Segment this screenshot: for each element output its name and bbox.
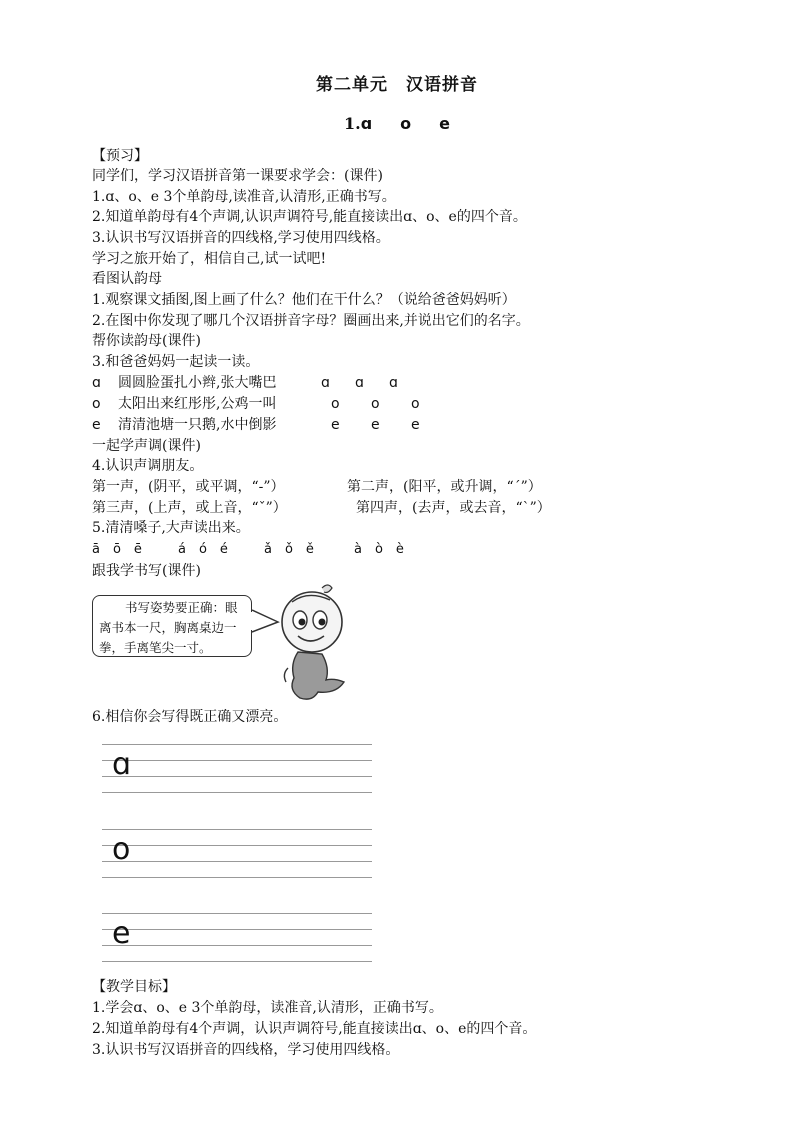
tone-group-4: à ò è [354,542,404,557]
look-heading: 看图认韵母 [92,271,162,287]
cartoon-mascot-illustration [248,582,358,707]
goals-heading: 【教学目标】 [92,979,176,995]
grid-line [102,961,372,962]
mascot-body [292,652,344,699]
four-line-grid-e [102,913,372,963]
lesson-letter-a: ɑ [360,114,373,133]
write-item-6: 6.相信你会写得既正确又漂亮。 [92,709,288,725]
rhyme-repeat: e [331,417,340,433]
tone-fourth: 第四声，(去声，或去音，“ˋ”） [356,500,551,516]
bubble-line-2: 离书本一尺，胸离桌边一 [99,620,237,635]
bubble-line-1: 书写姿势要正确：眼 [125,600,238,615]
preview-heading: 【预习】 [92,148,148,164]
rhyme-repeat: e [411,417,420,433]
mascot-tuft [322,585,332,593]
rhyme-text: 圆圆脸蛋扎小辫,张大嘴巴 [118,375,277,391]
tone-first: 第一声，(阴平，或平调，“-”） [92,479,285,495]
tones-row-2 [92,498,551,518]
grid-line [102,829,372,830]
rhyme-repeat: o [411,396,420,412]
rhyme-text: 太阳出来红彤彤,公鸡一叫 [118,396,277,412]
tone-second: 第二声，(阳平，或升调，“ˊ”） [347,479,542,495]
grid-letter-e: e [112,916,131,951]
preview-intro: 同学们，学习汉语拼音第一课要求学会：(课件) [92,168,383,184]
preview-requirement-3: 3.认识书写汉语拼音的四线格,学习使用四线格。 [92,230,390,246]
look-item-2: 2.在图中你发现了哪几个汉语拼音字母？圈画出来,并说出它们的名字。 [92,313,530,329]
rhyme-row-o [92,394,420,414]
mascot-left-pupil [299,619,306,626]
rhyme-letter: o [92,396,101,412]
rhyme-row-e [92,415,420,435]
mascot-arm [284,668,288,682]
rhyme-row-a [92,373,398,393]
rhyme-repeat: o [331,396,340,412]
rhyme-repeat: ɑ [389,375,398,391]
mascot-right-pupil [319,619,326,626]
speech-bubble [92,595,252,657]
unit-title: 第二单元 汉语拼音 [316,75,478,95]
goal-2: 2.知道单韵母有4个声调，认识声调符号,能直接读出ɑ、o、e的四个音。 [92,1021,537,1037]
lesson-letter-o: o [400,114,412,133]
goal-3: 3.认识书写汉语拼音的四线格，学习使用四线格。 [92,1042,400,1058]
grid-line [102,945,372,946]
rhyme-letter: e [92,417,101,433]
tones-item-4: 4.认识声调朋友。 [92,458,204,474]
mascot-head [282,592,342,652]
tone-group-2: á ó é [178,542,228,557]
read-heading: 帮你读韵母(课件) [92,333,201,349]
rhyme-repeat: e [371,417,380,433]
bubble-tail-join [248,612,253,630]
rhyme-repeat: ɑ [355,375,364,391]
lesson-title [0,114,794,133]
preview-requirement-1: 1.ɑ、o、e 3个单韵母,读准音,认清形,正确书写。 [92,189,396,205]
grid-line [102,760,372,761]
tone-group-3: ǎ ǒ ě [264,542,314,557]
tones-item-5: 5.清清嗓子,大声读出来。 [92,520,250,536]
grid-letter-a: ɑ [112,747,132,782]
grid-line [102,792,372,793]
rhyme-letter: ɑ [92,375,101,391]
four-line-grid-o [102,829,372,879]
tone-groups [92,540,404,560]
tone-third: 第三声，(上声，或上音，“ˇ”） [92,500,287,516]
read-item-3: 3.和爸爸妈妈一起读一读。 [92,354,260,370]
grid-line [102,861,372,862]
tone-group-1: ā ō ē [92,542,142,557]
grid-line [102,877,372,878]
lesson-letter-e: e [439,114,450,133]
lesson-number: 1. [343,114,361,133]
goal-1: 1.学会ɑ、o、e 3个单韵母，读准音,认清形，正确书写。 [92,1000,443,1016]
write-heading: 跟我学书写(课件) [92,563,201,579]
grid-line [102,845,372,846]
bubble-line-3: 拳，手离笔尖一寸。 [99,640,212,655]
look-item-1: 1.观察课文插图,图上画了什么？他们在干什么？（说给爸爸妈妈听） [92,292,516,308]
four-line-grid-a [102,744,372,794]
tones-row-1 [92,477,542,497]
rhyme-text: 清清池塘一只鹅,水中倒影 [118,417,277,433]
preview-requirement-2: 2.知道单韵母有4个声调,认识声调符号,能直接读出ɑ、o、e的四个音。 [92,209,527,225]
rhyme-repeat: ɑ [321,375,330,391]
tones-heading: 一起学声调(课件) [92,438,201,454]
preview-encourage: 学习之旅开始了，相信自己,试一试吧! [92,251,327,267]
grid-line [102,776,372,777]
rhyme-repeat: o [371,396,380,412]
bubble-tail [252,610,278,632]
grid-line [102,913,372,914]
grid-line [102,744,372,745]
grid-letter-o: o [112,832,131,867]
grid-line [102,929,372,930]
